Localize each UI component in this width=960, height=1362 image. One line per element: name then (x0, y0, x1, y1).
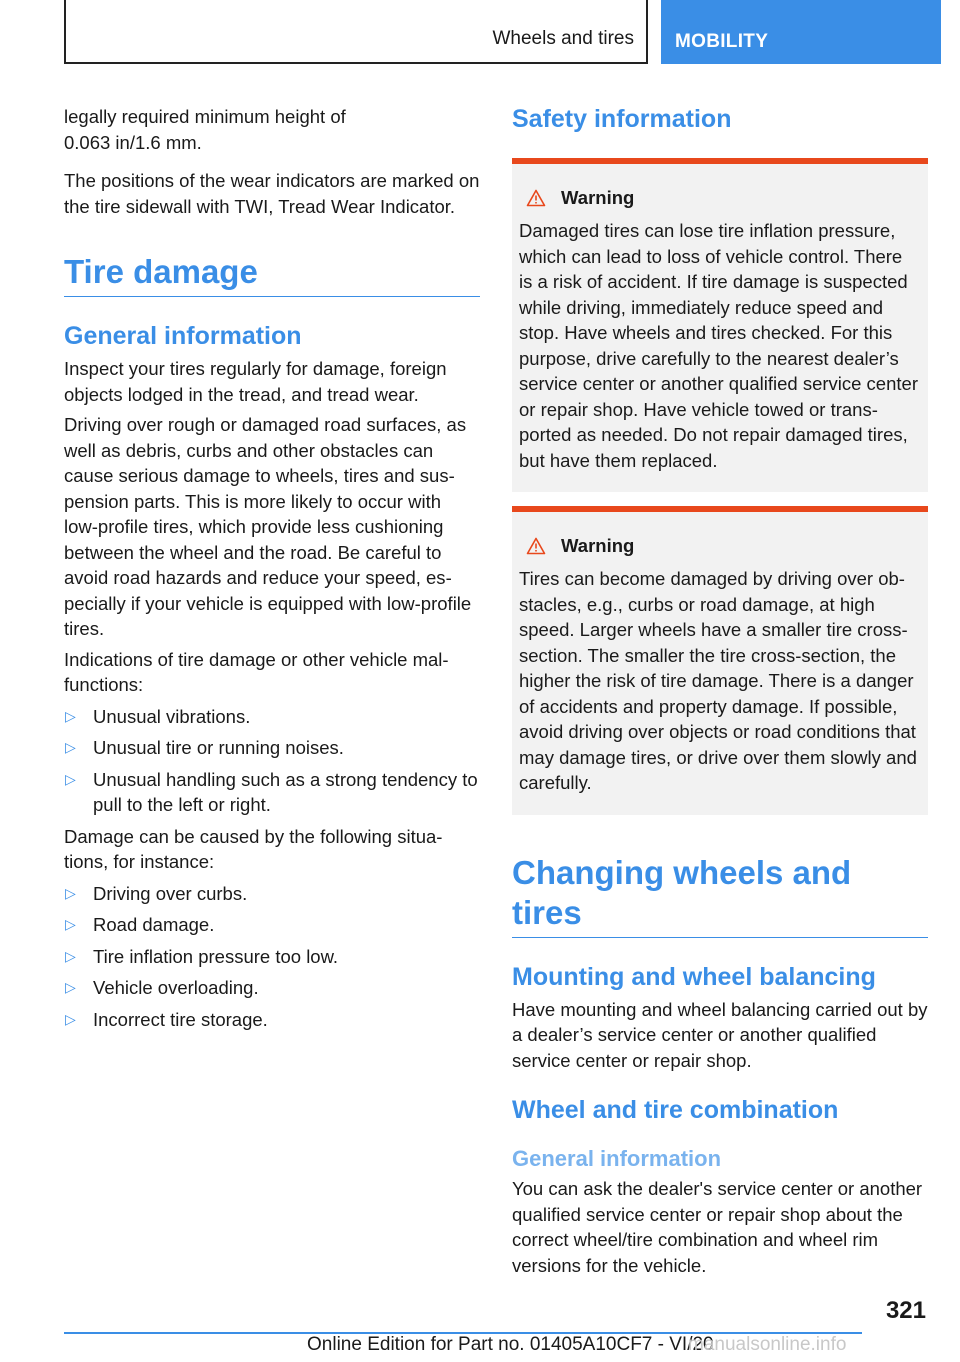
heading-wheel-tire-combination: Wheel and tire combination (512, 1096, 839, 1124)
header-section-box (64, 0, 648, 64)
paragraph-inspect: Inspect your tires regularly for damage, foreign objects lodged in the tread, and tread wear. (64, 358, 447, 405)
warning-title: Warning (561, 535, 635, 556)
warning-header (519, 534, 920, 558)
header-section-title: Wheels and tires (492, 28, 634, 49)
list-item: ▷ Incorrect tire storage. (64, 1007, 480, 1033)
list-item: ▷ Driving over curbs. (64, 881, 480, 907)
warning-header (519, 186, 920, 210)
triangle-bullet-icon: ▷ (65, 884, 76, 901)
triangle-bullet-icon: ▷ (65, 1010, 76, 1027)
damage-causes-list (64, 881, 480, 1033)
warning-text: Damaged tires can lose tire inflation pressure, which can lead to loss of vehicle control. There is a risk of accident. If tire damage is suspected while driving, immediately reduce speed and stop. Have wheels and tires checked. For this purpose, drive carefully to the nearest dealer’s service center or another qualified service center or repair shop. Have vehicle towed or transported as needed. Do not repair damaged tires, but have them replaced. (519, 220, 918, 471)
intro-paragraph-2: The positions of the wear indicators are marked on the tire sidewall with TWI, Tread Wear Indicator. (64, 170, 480, 217)
list-item: ▷ Road damage. (64, 912, 480, 938)
list-item: ▷ Unusual tire or running noises. (64, 735, 480, 761)
paragraph-indications: Indications of tire damage or other vehicle malfunctions: (64, 648, 449, 695)
heading-changing-wheels: Changing wheels and tires (512, 853, 928, 938)
footer-edition: Online Edition for Part no. 01405A10CF7 - VI/20 (307, 1334, 714, 1355)
list-item: ▷ Tire inflation pressure too low. (64, 944, 480, 970)
heading-safety-information: Safety information (512, 105, 732, 133)
heading-general-information-sub: General information (512, 1146, 722, 1171)
intro-paragraph-1: legally required minimum height of 0.063 in/1.6 mm. (64, 106, 346, 153)
warning-triangle-icon (526, 189, 546, 207)
warning-title: Warning (561, 187, 635, 208)
triangle-bullet-icon: ▷ (65, 916, 76, 932)
left-column (64, 104, 480, 1038)
list-item: ▷ Vehicle overloading. (64, 975, 480, 1001)
heading-general-information: General information (64, 322, 302, 350)
triangle-bullet-icon: ▷ (65, 947, 76, 964)
heading-mounting-balancing: Mounting and wheel balancing (512, 962, 876, 991)
list-item: ▷ Unusual handling such as a strong tendency to pull to the left or right. (65, 768, 478, 815)
triangle-bullet-icon: ▷ (65, 739, 76, 755)
warning-triangle-icon (526, 537, 546, 555)
triangle-bullet-icon: ▷ (65, 770, 76, 787)
list-item: ▷ Unusual vibrations. (64, 704, 480, 730)
triangle-bullet-icon: ▷ (65, 707, 76, 724)
page-number: 321 (885, 1297, 926, 1324)
paragraph-driving: Driving over rough or damaged road surfaces, as well as debris, curbs and other obstacles can cause serious damage to wheels, tires and suspension parts. This is more likely to occur with low-profile tires, which provide less cushioning between the wheel and the road. Be careful to avoid road hazards and reduce your speed, especially if your vehicle is equipped with low-profile tires. (64, 414, 472, 639)
paragraph-damage-causes: Damage can be caused by the following situations, for instance: (64, 825, 443, 872)
triangle-bullet-icon: ▷ (65, 979, 76, 995)
paragraph-general-combination: You can ask the dealer's service center or another qualified service center or repair shop about the correct wheel/tire combination and wheel rim versions for the vehicle. (512, 1178, 923, 1276)
warning-box-2 (512, 506, 928, 815)
watermark: manualsonline.info (688, 1334, 847, 1355)
right-column (512, 104, 928, 1278)
warning-text: Tires can become damaged by driving over obstacles, e.g., curbs or road damage, at high speed. Larger wheels have a smaller tire cross-section. The smaller the tire cross-section, the higher the risk of tire damage. There is a danger of accidents and property damage. If possible, avoid driving over objects or road conditions that may damage tires, or drive over them slowly and carefully. (519, 568, 917, 793)
warning-box-1 (512, 158, 928, 492)
header-chapter-tab: MOBILITY (661, 0, 941, 64)
paragraph-mounting: Have mounting and wheel balancing carried out by a dealer’s service center or another qualified service center or repair shop. (512, 998, 928, 1071)
heading-tire-damage: Tire damage (64, 252, 480, 297)
indications-list (64, 704, 480, 818)
